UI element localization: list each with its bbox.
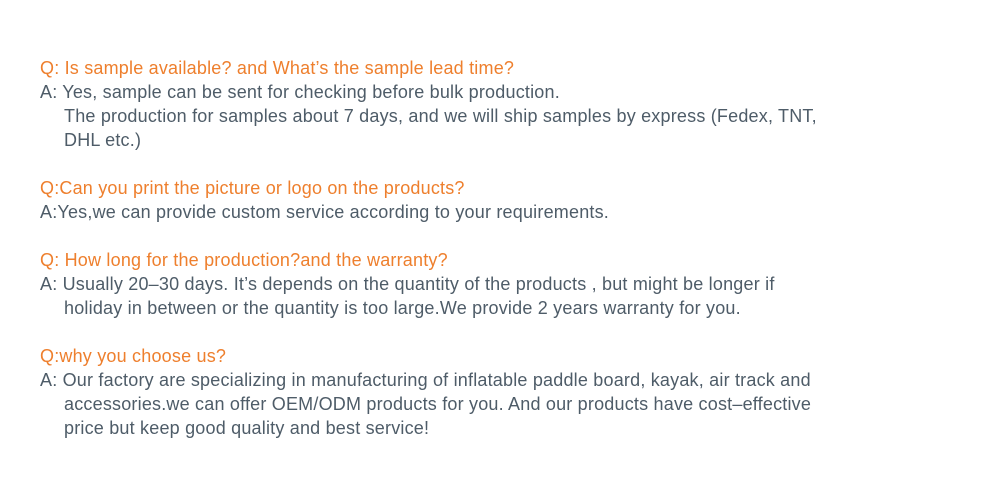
- answer-text: [40, 272, 970, 320]
- answer-line: A: Usually 20–30 days. It’s depends on the quantity of the products , but might be longer if: [40, 274, 775, 294]
- answer-line: A:Yes,we can provide custom service according to your requirements.: [40, 202, 610, 222]
- answer-line: price but keep good quality and best service!: [64, 418, 430, 438]
- answer-line: DHL etc.): [64, 130, 142, 150]
- faq-item-custom-printing: [40, 176, 970, 224]
- question-text: Q:why you choose us?: [40, 346, 227, 366]
- faq-list: [40, 56, 970, 440]
- answer-line: holiday in between or the quantity is too large.We provide 2 years warranty for you.: [64, 298, 741, 318]
- answer-line: A: Yes, sample can be sent for checking before bulk production.: [40, 82, 560, 102]
- question-text: Q: Is sample available? and What’s the sample lead time?: [40, 58, 515, 78]
- answer-line: A: Our factory are specializing in manufacturing of inflatable paddle board, kayak, air track and: [40, 370, 811, 390]
- answer-text: [40, 368, 970, 440]
- faq-item-production-warranty: [40, 248, 970, 320]
- answer-text: [40, 80, 970, 152]
- question-text: Q: How long for the production?and the warranty?: [40, 250, 448, 270]
- answer-text: [40, 200, 970, 224]
- faq-item-why-choose-us: [40, 344, 970, 440]
- faq-item-sample-availability: [40, 56, 970, 152]
- answer-line: accessories.we can offer OEM/ODM products for you. And our products have cost–effective: [64, 394, 812, 414]
- answer-line: The production for samples about 7 days, and we will ship samples by express (Fedex, TNT,: [64, 106, 817, 126]
- question-text: Q:Can you print the picture or logo on the products?: [40, 178, 465, 198]
